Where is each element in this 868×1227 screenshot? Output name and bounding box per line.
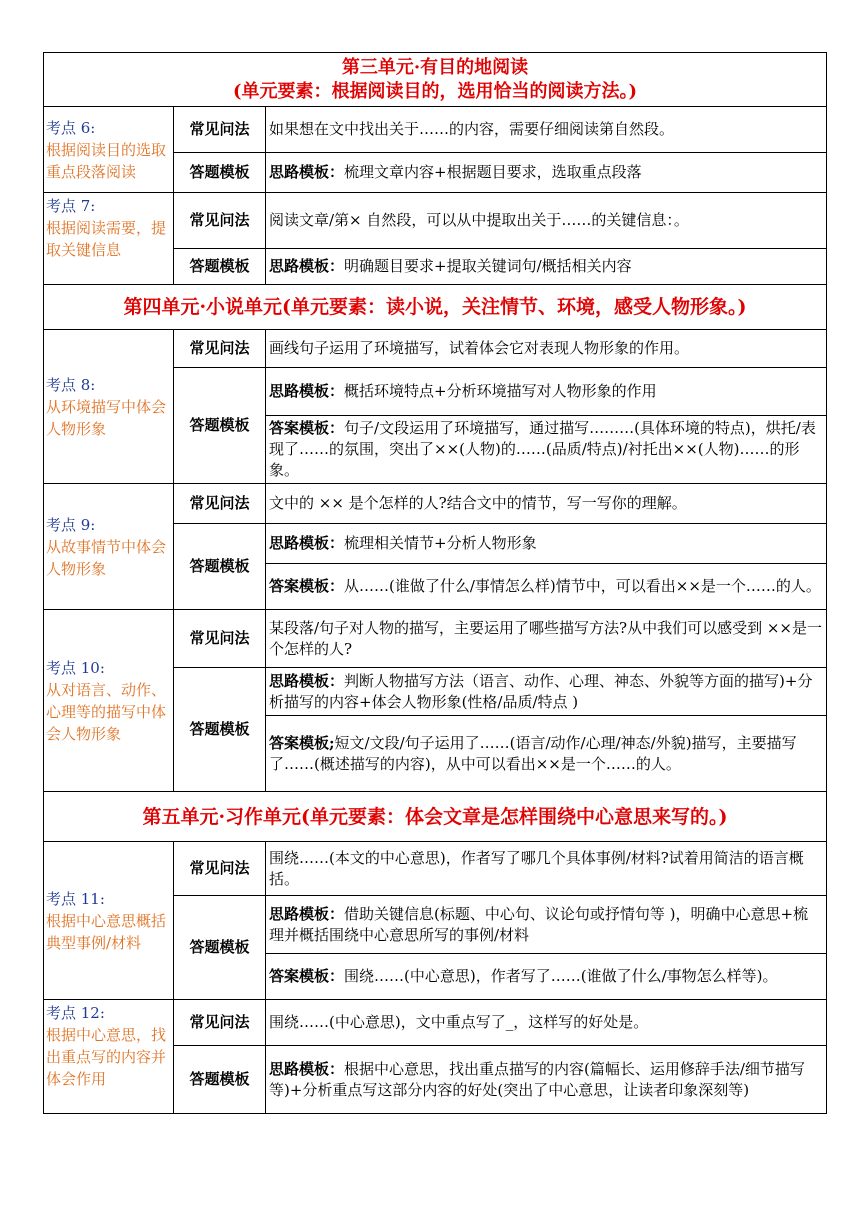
point12-desc: 根据中心意思，找出重点写的内容并体会作用	[46, 1026, 167, 1088]
thinking-text: 概括环境特点+分析环境描写对人物形象的作用	[344, 382, 657, 400]
answer-model	[266, 954, 827, 1000]
thinking-template	[266, 668, 827, 716]
point9-desc: 从故事情节中体会人物形象	[46, 537, 167, 578]
answer-model-label: 答案模板：	[269, 577, 345, 595]
unit3-header	[44, 53, 827, 107]
point12-number: 考点 12:	[46, 1004, 105, 1022]
thinking-template	[266, 896, 827, 954]
point8-number: 考点 8:	[46, 375, 96, 394]
thinking-text: 梳理文章内容+根据题目要求，选取重点段落	[344, 163, 642, 181]
thinking-label: 思路模板：	[269, 1059, 345, 1078]
point9-cell	[44, 484, 174, 610]
answer-model-text: 从……(谁做了什么/事情怎么样)情节中，可以看出××是一个……的人。	[344, 577, 821, 595]
common-question-text: 画线句子运用了环境描写，试着体会它对表现人物形象的作用。	[266, 330, 827, 368]
answer-model-text: 围绕……(中心意思)，作者写了……(谁做了什么/事物怎么样等)。	[344, 967, 778, 985]
point10-desc: 从对语言、动作、心理等的描写中体会人物形象	[46, 680, 167, 743]
thinking-text: 根据中心意思，找出重点描写的内容(篇幅长、运用修辞手法/细节描写等)+分析重点写这部分内容的好处(突出了中心意思，让读者印象深刻等)	[269, 1059, 805, 1099]
point9-number: 考点 9:	[46, 515, 96, 534]
thinking-template	[266, 249, 827, 285]
point7-number: 考点 7:	[46, 197, 96, 215]
thinking-text: 明确题目要求+提取关键词句/概括相关内容	[344, 257, 632, 275]
answer-template-label: 答题模板	[174, 249, 266, 285]
point10-number: 考点 10:	[46, 658, 105, 677]
unit3-subtitle: (单元要素：根据阅读目的，选用恰当的阅读方法。)	[232, 80, 638, 102]
common-question-text: 如果想在文中找出关于……的内容，需要仔细阅读第自然段。	[266, 107, 827, 153]
answer-model	[266, 416, 827, 484]
thinking-label: 思路模板：	[269, 163, 345, 181]
point6-cell	[44, 107, 174, 193]
point8-cell	[44, 330, 174, 484]
thinking-template	[266, 368, 827, 416]
thinking-text: 判断人物描写方法（语言、动作、心理、神态、外貌等方面的描写)+分析描写的内容+体会人物形象(性格/品质/特点 )	[269, 671, 813, 711]
common-question-label: 常见问法	[174, 193, 266, 249]
answer-model-label: 答案模板：	[269, 419, 345, 437]
unit3-title: 第三单元·有目的地阅读	[341, 56, 529, 78]
point7-desc: 根据阅读需要，提取关键信息	[46, 219, 167, 259]
answer-template-label: 答题模板	[174, 668, 266, 792]
thinking-label: 思路模板：	[269, 904, 345, 923]
thinking-text: 借助关键信息(标题、中心句、议论句或抒情句等 )，明确中心意思+梳理并概括围绕中心意思所写的事例/材料	[269, 904, 809, 944]
common-question-text: 某段落/句子对人物的描写，主要运用了哪些描写方法?从中我们可以感受到 ××是一个怎样的人?	[266, 610, 827, 668]
exam-points-table	[43, 52, 827, 1114]
answer-model-label: 答案模板;	[269, 733, 335, 752]
common-question-label: 常见问法	[174, 842, 266, 896]
thinking-label: 思路模板：	[269, 257, 345, 275]
common-question-label: 常见问法	[174, 484, 266, 524]
answer-template-label: 答题模板	[174, 153, 266, 193]
point6-number: 考点 6:	[46, 118, 96, 137]
point12-cell	[44, 1000, 174, 1114]
point10-cell	[44, 610, 174, 792]
answer-template-label: 答题模板	[174, 1046, 266, 1114]
common-question-text: 围绕……(本文的中心意思)，作者写了哪几个具体事例/材料?试着用简洁的语言概括。	[266, 842, 827, 896]
point11-desc: 根据中心意思概括典型事例/材料	[46, 911, 167, 952]
point6-desc: 根据阅读目的选取重点段落阅读	[46, 140, 167, 181]
common-question-label: 常见问法	[174, 1000, 266, 1046]
thinking-text: 梳理相关情节+分析人物形象	[344, 534, 537, 552]
common-question-text: 围绕……(中心意思)，文中重点写了_，这样写的好处是。	[266, 1000, 827, 1046]
thinking-template	[266, 153, 827, 193]
answer-template-label: 答题模板	[174, 524, 266, 610]
thinking-template	[266, 1046, 827, 1114]
thinking-label: 思路模板：	[269, 671, 345, 690]
thinking-label: 思路模板：	[269, 534, 345, 552]
common-question-text: 阅读文章/第× 自然段，可以从中提取出关于……的关键信息：。	[266, 193, 827, 249]
common-question-label: 常见问法	[174, 107, 266, 153]
unit4-title: 第四单元·小说单元(单元要素：读小说，关注情节、环境，感受人物形象。)	[44, 285, 827, 330]
answer-model	[266, 564, 827, 610]
thinking-label: 思路模板：	[269, 382, 345, 400]
common-question-label: 常见问法	[174, 610, 266, 668]
common-question-label: 常见问法	[174, 330, 266, 368]
answer-model-label: 答案模板：	[269, 967, 345, 985]
point11-number: 考点 11:	[46, 889, 105, 908]
thinking-template	[266, 524, 827, 564]
unit5-title: 第五单元·习作单元(单元要素：体会文章是怎样围绕中心意思来写的。)	[44, 792, 827, 842]
answer-model-text: 短文/文段/句子运用了……(语言/动作/心理/神态/外貌)描写，主要描写了……(概述描写的内容)，从中可以看出××是一个……的人。	[269, 733, 797, 773]
answer-model	[266, 716, 827, 792]
point7-cell	[44, 193, 174, 285]
point8-desc: 从环境描写中体会人物形象	[46, 397, 167, 438]
answer-template-label: 答题模板	[174, 896, 266, 1000]
answer-model-text: 句子/文段运用了环境描写，通过描写………(具体环境的特点)，烘托/表现了……的氛围，突出了××(人物)的……(品质/特点)/衬托出××(人物)……的形象。	[269, 419, 816, 479]
common-question-text: 文中的 ×× 是个怎样的人?结合文中的情节，写一写你的理解。	[266, 484, 827, 524]
point11-cell	[44, 842, 174, 1000]
answer-template-label: 答题模板	[174, 368, 266, 484]
